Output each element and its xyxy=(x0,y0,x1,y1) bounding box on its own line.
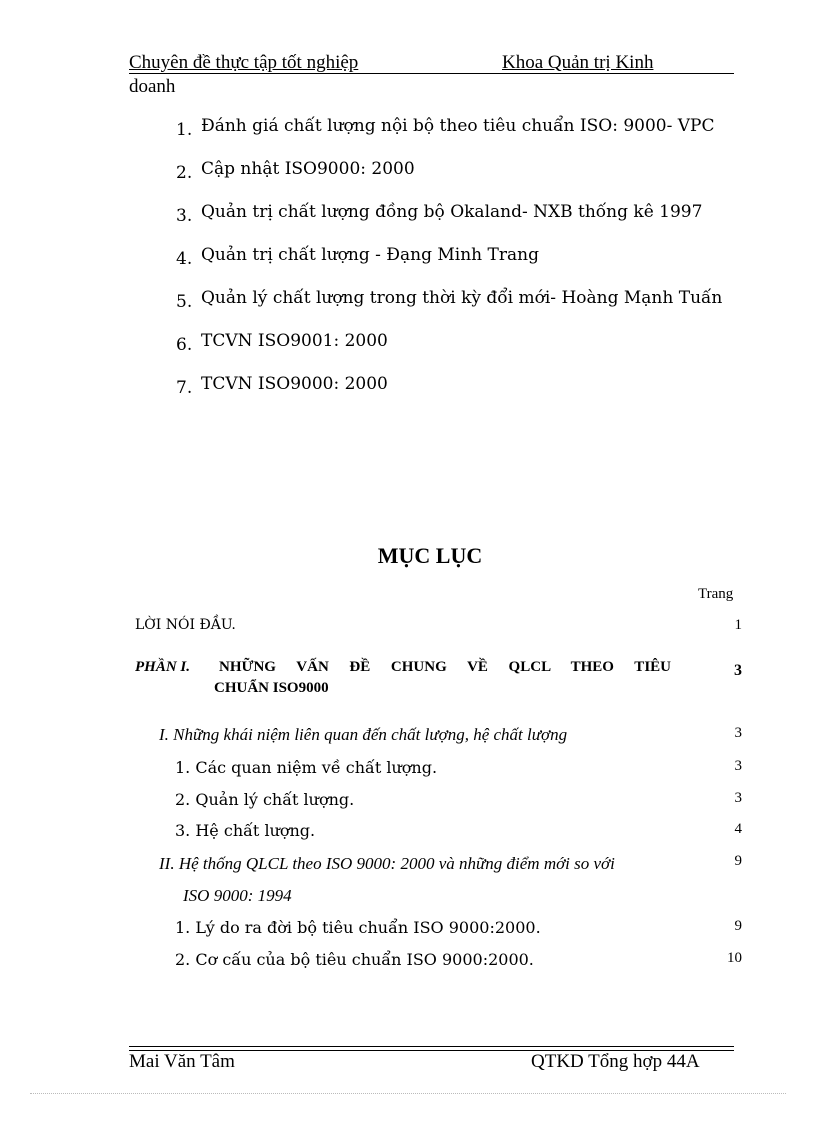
toc-item: 2. Quản lý chất lượng. xyxy=(175,790,355,809)
toc-item: 3. Hệ chất lượng. xyxy=(175,821,316,840)
reference-number: 7. xyxy=(176,378,193,398)
reference-text: Cập nhật ISO9000: 2000 xyxy=(201,159,415,179)
toc-page-number: 3 xyxy=(734,725,742,741)
toc-page-number: 9 xyxy=(734,918,742,934)
toc-intro: LỜI NÓI ĐẦU. xyxy=(135,617,236,633)
toc-section-1: I. Những khái niệm liên quan đến chất lượng, hệ chất lượng xyxy=(159,725,568,744)
toc-part-label: PHẦN I. xyxy=(135,659,191,675)
toc-title: MỤC LỤC xyxy=(377,543,483,568)
reference-number: 4. xyxy=(176,249,193,269)
toc-page-number: 9 xyxy=(734,853,742,869)
reference-number: 5. xyxy=(176,292,193,312)
header-left-title: Chuyên đề thực tập tốt nghiệp xyxy=(129,52,359,73)
toc-page-number: 10 xyxy=(727,950,742,966)
toc-page-number: 3 xyxy=(734,758,742,774)
reference-number: 1. xyxy=(176,120,193,140)
toc-page-number: 1 xyxy=(734,617,742,633)
footer-rule xyxy=(129,1046,734,1047)
reference-text: Quản trị chất lượng đồng bộ Okaland- NXB thống kê 1997 xyxy=(201,202,703,222)
reference-text: Đánh giá chất lượng nội bộ theo tiêu chuẩn ISO: 9000- VPC xyxy=(201,116,715,136)
toc-item: 1. Các quan niệm về chất lượng. xyxy=(175,758,438,777)
footer-class: QTKD Tổng hợp 44A xyxy=(531,1051,700,1072)
reference-number: 6. xyxy=(176,335,193,355)
toc-part-title-cont: CHUẨN ISO9000 xyxy=(214,680,329,696)
toc-page-number: 4 xyxy=(734,821,742,837)
header-continuation: doanh xyxy=(129,76,176,97)
toc-section-2-cont: ISO 9000: 1994 xyxy=(183,886,292,905)
footer-author: Mai Văn Tâm xyxy=(129,1051,235,1072)
reference-text: Quản trị chất lượng - Đạng Minh Trang xyxy=(201,245,539,265)
toc-page-number: 3 xyxy=(734,790,742,806)
header-underline xyxy=(129,73,734,74)
header-right-title: Khoa Quản trị Kinh xyxy=(502,52,654,73)
reference-number: 3. xyxy=(176,206,193,226)
reference-text: Quản lý chất lượng trong thời kỳ đổi mới- Hoàng Mạnh Tuấn xyxy=(201,288,723,308)
toc-page-header: Trang xyxy=(698,586,734,602)
reference-number: 2. xyxy=(176,163,193,183)
toc-page-number: 3 xyxy=(734,662,742,679)
page-border xyxy=(30,1093,786,1094)
reference-text: TCVN ISO9001: 2000 xyxy=(201,331,388,351)
toc-item: 1. Lý do ra đời bộ tiêu chuẩn ISO 9000:2000. xyxy=(175,918,541,937)
reference-text: TCVN ISO9000: 2000 xyxy=(201,374,388,394)
toc-item: 2. Cơ cấu của bộ tiêu chuẩn ISO 9000:2000. xyxy=(175,950,534,969)
toc-part-title: NHỮNG VẤN ĐỀ CHUNG VỀ QLCL THEO TIÊU xyxy=(219,659,671,675)
toc-section-2: II. Hệ thống QLCL theo ISO 9000: 2000 và những điểm mới so với xyxy=(159,854,615,873)
